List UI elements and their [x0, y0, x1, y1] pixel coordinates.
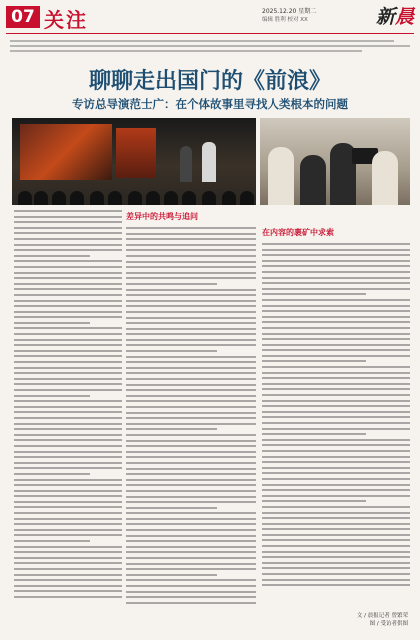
text-line	[14, 501, 122, 503]
byline-photo: 图 / 受访者供图	[369, 621, 408, 627]
text-line	[126, 395, 256, 397]
text-line	[262, 562, 410, 564]
text-line	[126, 546, 256, 548]
text-line	[126, 568, 256, 570]
text-line	[14, 249, 122, 251]
text-line	[14, 327, 122, 329]
text-line	[14, 372, 122, 374]
text-line	[262, 528, 410, 530]
text-line	[14, 339, 122, 341]
text-line	[14, 473, 90, 475]
text-line	[262, 327, 410, 329]
text-line	[262, 293, 366, 295]
text-line	[14, 506, 122, 508]
masthead-char-1: 新	[375, 6, 395, 28]
text-line	[126, 389, 256, 391]
text-line	[262, 512, 410, 514]
text-line	[126, 540, 256, 542]
text-line	[126, 602, 256, 604]
text-line	[126, 356, 256, 358]
editor-line: 编辑 胜利 校对 XX	[262, 17, 308, 23]
text-line	[126, 233, 256, 235]
text-line	[262, 439, 410, 441]
lead-paragraph	[10, 37, 410, 55]
text-line	[126, 333, 256, 335]
text-line	[126, 591, 256, 593]
text-line	[262, 405, 410, 407]
byline-author: 文 / 晨报记者 曾繁荣	[356, 613, 408, 619]
section-head-2: 在内容的裹矿中求索	[262, 228, 334, 237]
text-line	[126, 451, 256, 453]
text-line	[126, 266, 256, 268]
text-line	[14, 227, 122, 229]
text-line	[262, 349, 410, 351]
filming-photo	[260, 118, 410, 205]
text-line	[126, 585, 256, 587]
text-line	[126, 261, 256, 263]
text-line	[14, 585, 122, 587]
text-line	[14, 546, 122, 548]
text-line	[126, 400, 256, 402]
text-line	[126, 344, 256, 346]
text-line	[126, 249, 256, 251]
text-line	[262, 579, 410, 581]
text-line	[14, 322, 90, 324]
text-line	[262, 556, 410, 558]
text-line	[14, 423, 122, 425]
text-line	[14, 445, 122, 447]
text-line	[126, 305, 256, 307]
text-line	[262, 277, 410, 279]
text-line	[262, 377, 410, 379]
text-line	[14, 232, 122, 234]
text-line	[126, 406, 256, 408]
text-line	[262, 584, 410, 586]
text-line	[14, 568, 122, 570]
text-line	[262, 428, 410, 430]
text-line	[262, 523, 410, 525]
text-line	[14, 333, 122, 335]
text-line	[14, 216, 122, 218]
text-line	[262, 500, 366, 502]
text-line	[14, 417, 122, 419]
text-line	[14, 355, 122, 357]
text-line	[14, 350, 122, 352]
text-line	[262, 299, 410, 301]
text-line	[14, 367, 122, 369]
text-line	[262, 249, 410, 251]
text-line	[262, 305, 410, 307]
text-line	[126, 367, 256, 369]
text-line	[262, 495, 410, 497]
text-line	[262, 551, 410, 553]
text-line	[126, 484, 256, 486]
text-line	[126, 339, 256, 341]
text-line	[14, 512, 122, 514]
text-line	[14, 518, 122, 520]
article-title: 聊聊走出国门的《前浪》	[88, 68, 331, 94]
text-line	[262, 478, 410, 480]
article-column-1	[14, 210, 122, 630]
text-line	[126, 300, 256, 302]
text-line	[14, 411, 122, 413]
text-line	[262, 545, 410, 547]
text-line	[14, 400, 122, 402]
text-line	[262, 254, 410, 256]
text-line	[262, 282, 410, 284]
text-line	[14, 378, 122, 380]
text-line	[14, 456, 122, 458]
text-line	[126, 434, 256, 436]
text-line	[14, 316, 122, 318]
text-line	[126, 468, 256, 470]
text-line	[262, 433, 366, 435]
text-line	[14, 551, 122, 553]
section-number: 07	[6, 6, 40, 28]
text-line	[126, 283, 217, 285]
text-line	[14, 221, 122, 223]
text-line	[126, 244, 256, 246]
text-line	[14, 406, 122, 408]
text-line	[262, 321, 410, 323]
text-line	[14, 300, 122, 302]
text-line	[14, 467, 122, 469]
article-column-2	[126, 210, 256, 630]
text-line	[126, 272, 256, 274]
text-line	[14, 534, 122, 536]
text-line	[262, 467, 410, 469]
text-line	[262, 450, 410, 452]
text-line	[14, 596, 122, 598]
text-line	[126, 372, 256, 374]
text-line	[262, 243, 410, 245]
masthead-char-2: 晨	[394, 6, 414, 28]
text-line	[126, 440, 256, 442]
text-line	[262, 506, 410, 508]
text-line	[262, 400, 410, 402]
text-line	[126, 579, 256, 581]
page-header	[0, 0, 420, 34]
text-line	[126, 512, 256, 514]
text-line	[14, 479, 122, 481]
text-line	[14, 277, 122, 279]
text-line	[262, 338, 410, 340]
text-line	[126, 456, 256, 458]
masthead-logo	[376, 2, 414, 29]
text-line	[126, 490, 256, 492]
text-line	[14, 238, 122, 240]
text-line	[262, 416, 410, 418]
text-line	[126, 378, 256, 380]
text-line	[126, 322, 256, 324]
header-rule	[6, 33, 414, 34]
text-line	[14, 389, 122, 391]
text-line	[126, 350, 217, 352]
text-line	[126, 596, 256, 598]
text-line	[126, 523, 256, 525]
text-line	[126, 311, 256, 313]
text-line	[126, 238, 256, 240]
text-line	[14, 590, 122, 592]
text-line	[14, 294, 122, 296]
text-line	[14, 490, 122, 492]
text-line	[262, 472, 410, 474]
issue-date: 2025.12.20 星期二	[262, 8, 317, 15]
text-line	[262, 271, 410, 273]
text-line	[262, 388, 410, 390]
text-line	[14, 428, 122, 430]
text-line	[126, 277, 256, 279]
text-line	[14, 361, 122, 363]
text-line	[14, 484, 122, 486]
text-line	[14, 311, 122, 313]
text-line	[262, 333, 410, 335]
screening-photo	[12, 118, 256, 205]
text-line	[262, 539, 410, 541]
text-line	[126, 473, 256, 475]
text-line	[262, 383, 410, 385]
text-line	[262, 484, 410, 486]
text-line	[14, 562, 122, 564]
text-line	[126, 518, 256, 520]
text-line	[14, 255, 90, 257]
text-line	[14, 523, 122, 525]
text-line	[14, 272, 122, 274]
text-line	[126, 361, 256, 363]
text-line	[14, 574, 122, 576]
text-line	[262, 394, 410, 396]
text-line	[14, 529, 122, 531]
text-line	[126, 535, 256, 537]
text-line	[126, 529, 256, 531]
text-line	[126, 423, 256, 425]
text-line	[126, 507, 217, 509]
article-subtitle: 专访总导演范士广：在个体故事里寻找人类根本的问题	[72, 97, 348, 111]
text-line	[262, 422, 410, 424]
text-line	[262, 260, 410, 262]
text-line	[14, 439, 122, 441]
text-line	[126, 501, 256, 503]
text-line	[262, 310, 410, 312]
text-line	[262, 489, 410, 491]
text-line	[14, 579, 122, 581]
text-line	[14, 260, 122, 262]
article-column-3	[262, 226, 410, 616]
text-line	[262, 372, 410, 374]
text-line	[14, 434, 122, 436]
text-line	[126, 289, 256, 291]
text-line	[14, 288, 122, 290]
text-line	[126, 496, 256, 498]
text-line	[262, 573, 410, 575]
text-line	[126, 417, 256, 419]
text-line	[262, 344, 410, 346]
text-line	[14, 383, 122, 385]
text-line	[126, 574, 217, 576]
text-line	[126, 563, 256, 565]
text-line	[262, 288, 410, 290]
text-line	[126, 462, 256, 464]
text-line	[14, 244, 122, 246]
text-line	[262, 411, 410, 413]
text-line	[14, 451, 122, 453]
text-line	[262, 355, 410, 357]
text-line	[262, 366, 410, 368]
text-line	[126, 428, 217, 430]
text-line	[126, 227, 256, 229]
text-line	[14, 283, 122, 285]
text-line	[262, 517, 410, 519]
text-line	[262, 567, 410, 569]
text-line	[126, 445, 256, 447]
text-line	[126, 255, 256, 257]
text-line	[126, 551, 256, 553]
text-line	[14, 210, 122, 212]
text-line	[262, 461, 410, 463]
text-line	[126, 384, 256, 386]
text-line	[14, 344, 122, 346]
text-line	[262, 534, 410, 536]
section-name: 关注	[44, 8, 88, 32]
text-line	[262, 444, 410, 446]
text-line	[14, 495, 122, 497]
text-line	[14, 395, 90, 397]
section-head-1: 差异中的共鸣与追问	[126, 212, 198, 221]
text-line	[262, 265, 410, 267]
text-line	[126, 479, 256, 481]
text-line	[14, 462, 122, 464]
text-line	[126, 294, 256, 296]
byline	[357, 612, 408, 628]
text-line	[14, 305, 122, 307]
text-line	[126, 328, 256, 330]
text-line	[126, 557, 256, 559]
text-line	[262, 316, 410, 318]
text-line	[14, 540, 90, 542]
text-line	[14, 266, 122, 268]
text-line	[126, 412, 256, 414]
text-line	[262, 360, 366, 362]
text-line	[262, 456, 410, 458]
text-line	[126, 317, 256, 319]
text-line	[14, 557, 122, 559]
